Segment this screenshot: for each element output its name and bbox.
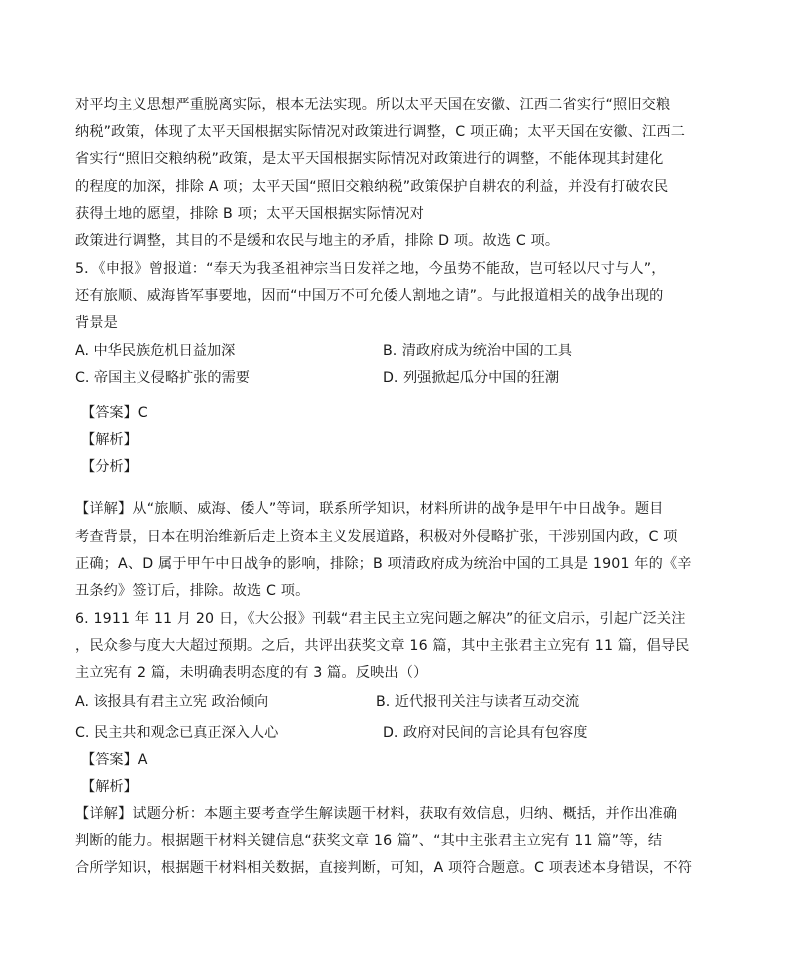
detail-line: 判断的能力。根据题干材料关键信息“获奖文章 16 篇”、“其中主张君主立宪有 11 篇”等，结 xyxy=(75,833,663,849)
detail-line: 【详解】试题分析：本题主要考查学生解读题干材料，获取有效信息，归纳、概括，并作出准确 xyxy=(75,806,678,822)
option-c: C. 民主共和观念已真正深入人心 xyxy=(75,725,279,741)
detail-line: 丑条约》签订后，排除。故选 C 项。 xyxy=(75,583,310,599)
analysis-label: 【解析】 xyxy=(81,432,138,448)
option-a: A. 该报具有君主立宪 政治倾向 xyxy=(75,694,269,710)
text-line: 省实行“照旧交粮纳税”政策，是太平天国根据实际情况对政策进行的调整，不能体现其封建化 xyxy=(75,151,664,167)
option-d: D. 政府对民间的言论具有包容度 xyxy=(383,725,588,741)
question-5-stem: 5．《申报》曾报道：“奉天为我圣祖神宗当日发祥之地，今虽势不能敌，岂可轻以尺寸与人”， xyxy=(75,261,666,277)
answer-label: 【答案】A xyxy=(81,752,148,768)
detail-line: 考查背景，日本在明治维新后走上资本主义发展道路，积极对外侵略扩张，干涉别国内政，C 项 xyxy=(75,529,678,545)
fenxi-label: 【分析】 xyxy=(81,459,138,475)
analysis-label: 【解析】 xyxy=(81,779,138,795)
option-a: A. 中华民族危机日益加深 xyxy=(75,343,236,359)
question-6-stem: ，民众参与度大大超过预期。之后，共评出获奖文章 16 篇，其中主张君主立宪有 11 篇，倡导民 xyxy=(75,638,690,654)
text-line: 的程度的加深，排除 A 项；太平天国“照旧交粮纳税”政策保护自耕农的利益，并没有打破农民 xyxy=(75,179,669,195)
text-line: 对平均主义思想严重脱离实际，根本无法实现。所以太平天国在安徽、江西二省实行“照旧交粮 xyxy=(75,97,671,113)
question-6-stem: 主立宪有 2 篇，未明确表明态度的有 3 篇。反映出（） xyxy=(75,665,428,681)
option-b: B. 近代报刊关注与读者互动交流 xyxy=(376,694,580,710)
text-line: 纳税”政策，体现了太平天国根据实际情况对政策进行调整，C 项正确；太平天国在安徽、江西二 xyxy=(75,124,686,140)
detail-line: 合所学知识，根据题干材料相关数据，直接判断，可知，A 项符合题意。C 项表述本身错误，不符 xyxy=(75,860,693,876)
option-c: C. 帝国主义侵略扩张的需要 xyxy=(75,370,250,386)
answer-label: 【答案】C xyxy=(81,405,148,421)
detail-line: 正确；A、D 属于甲午中日战争的影响，排除；B 项清政府成为统治中国的工具是 1901 年的《辛 xyxy=(75,556,692,572)
question-6-stem: 6. 1911 年 11 月 20 日，《大公报》刊载“君主民主立宪问题之解决”的征文启示，引起广泛关注 xyxy=(75,611,686,627)
option-b: B. 清政府成为统治中国的工具 xyxy=(383,343,573,359)
detail-line: 【详解】从“旅顺、威海、倭人”等词，联系所学知识，材料所讲的战争是甲午中日战争。题目 xyxy=(75,501,664,517)
text-line: 政策进行调整，其目的不是缓和农民与地主的矛盾，排除 D 项。故选 C 项。 xyxy=(75,233,560,249)
option-d: D. 列强掀起瓜分中国的狂潮 xyxy=(383,370,560,386)
question-5-stem: 还有旅顺、威海皆军事要地，因而“中国万不可允倭人割地之请”。与此报道相关的战争出现的 xyxy=(75,288,664,304)
question-5-stem: 背景是 xyxy=(75,315,119,331)
text-line: 获得土地的愿望，排除 B 项；太平天国根据实际情况对 xyxy=(75,206,424,222)
